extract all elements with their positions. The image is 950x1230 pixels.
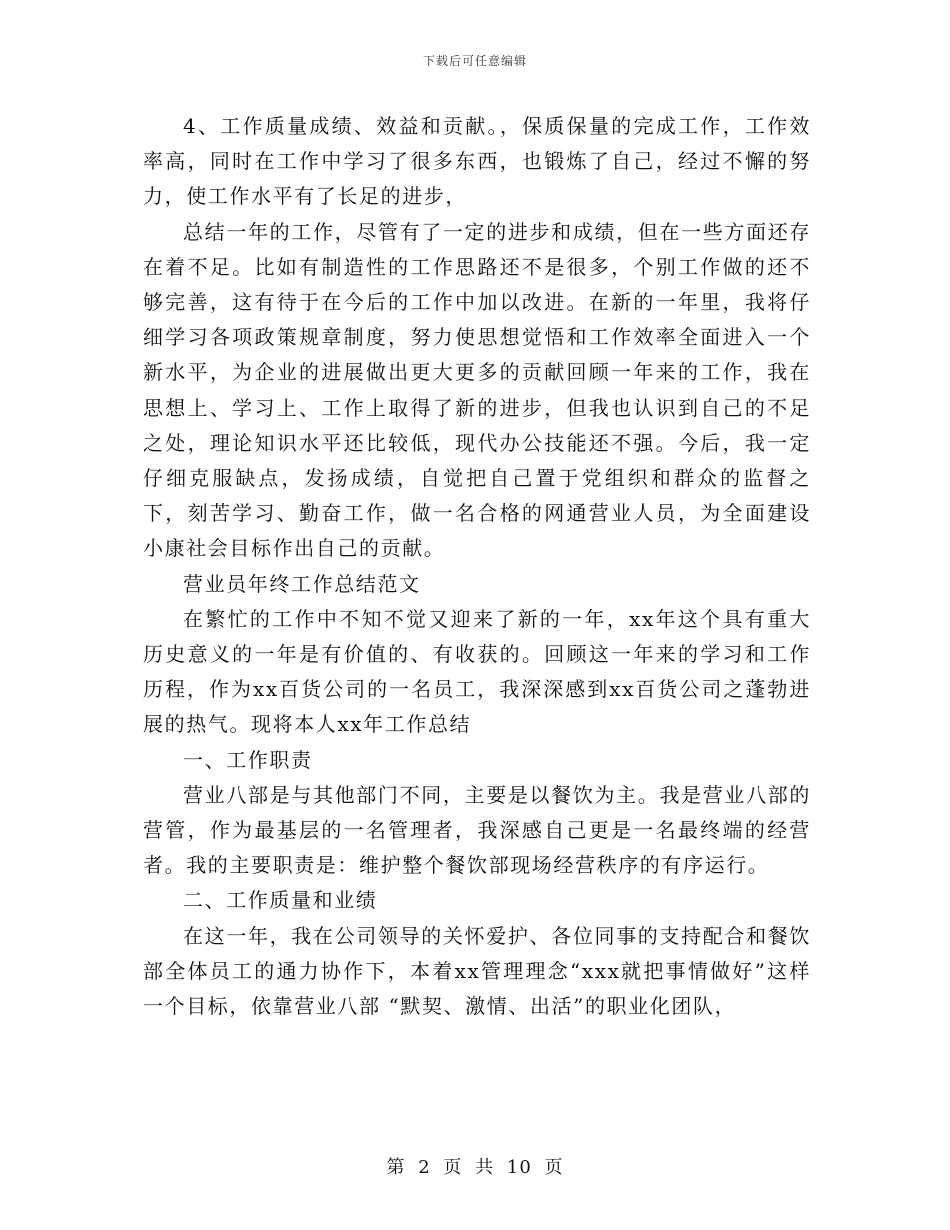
section-title-sample: 营业员年终工作总结范文 [183,571,421,596]
page-footer [0,1153,950,1179]
footer-suffix: 页 [544,1157,564,1178]
paragraph-work-quality: 4、工作质量成绩、效益和贡献。，保质保量的完成工作，工作效率高，同时在工作中学习了很多东西，也锻炼了自己，经过不懈的努力，使工作水平有了长足的进步， [143,114,811,209]
page-header: 下载后可任意编辑 [422,54,527,68]
paragraph-intro: 在繁忙的工作中不知不觉又迎来了新的一年，xx年这个具有重大历史意义的一年是有价值的、有收获的。回顾这一年来的学习和工作历程，作为xx百货公司的一名员工，我深深感到xx百货公司之蓬勃进展的热气。现将本人xx年工作总结 [143,606,811,737]
footer-page-label: 页 [443,1157,463,1178]
section-heading-performance: 二、工作质量和业绩 [183,888,378,913]
section-heading-duties: 一、工作职责 [183,747,313,772]
paragraph-year-summary: 总结一年的工作，尽管有了一定的进步和成绩，但在一些方面还存在着不足。比如有制造性的工作思路还不是很多，个别工作做的还不够完善，这有待于在今后的工作中加以改进。在新的一年里，我将仔细学习各项政策规章制度，努力使思想觉悟和工作效率全面进入一个新水平，为企业的进展做出更大更多的贡献回顾一年来的工作，我在思想上、学习上、工作上取得了新的进步，但我也认识到自己的不足之处，理论知识水平还比较低，现代办公技能还不强。今后，我一定仔细克服缺点，发扬成绩，自觉把自己置于党组织和群众的监督之下，刻苦学习、勤奋工作，做一名合格的网通营业人员，为全面建设小康社会目标作出自己的贡献。 [143,219,811,561]
footer-page-number: 2 [418,1157,431,1178]
document-body [143,109,811,1024]
footer-total-label: 共 [475,1157,495,1178]
footer-total-pages: 10 [506,1157,532,1178]
paragraph-duties: 营业八部是与其他部门不同，主要是以餐饮为主。我是营业八部的营管，作为最基层的一名管理者，我深感自己更是一名最终端的经营者。我的主要职责是：维护整个餐饮部现场经营秩序的有序运行。 [143,782,811,878]
footer-prefix: 第 [386,1157,406,1178]
paragraph-performance: 在这一年，我在公司领导的关怀爱护、各位同事的支持配合和餐饮部全体员工的通力协作下，本着xx管理理念“xxx就把事情做好”这样一个目标，依靠营业八部 “默契、激情、出活”的职业化团队， [143,923,811,1019]
